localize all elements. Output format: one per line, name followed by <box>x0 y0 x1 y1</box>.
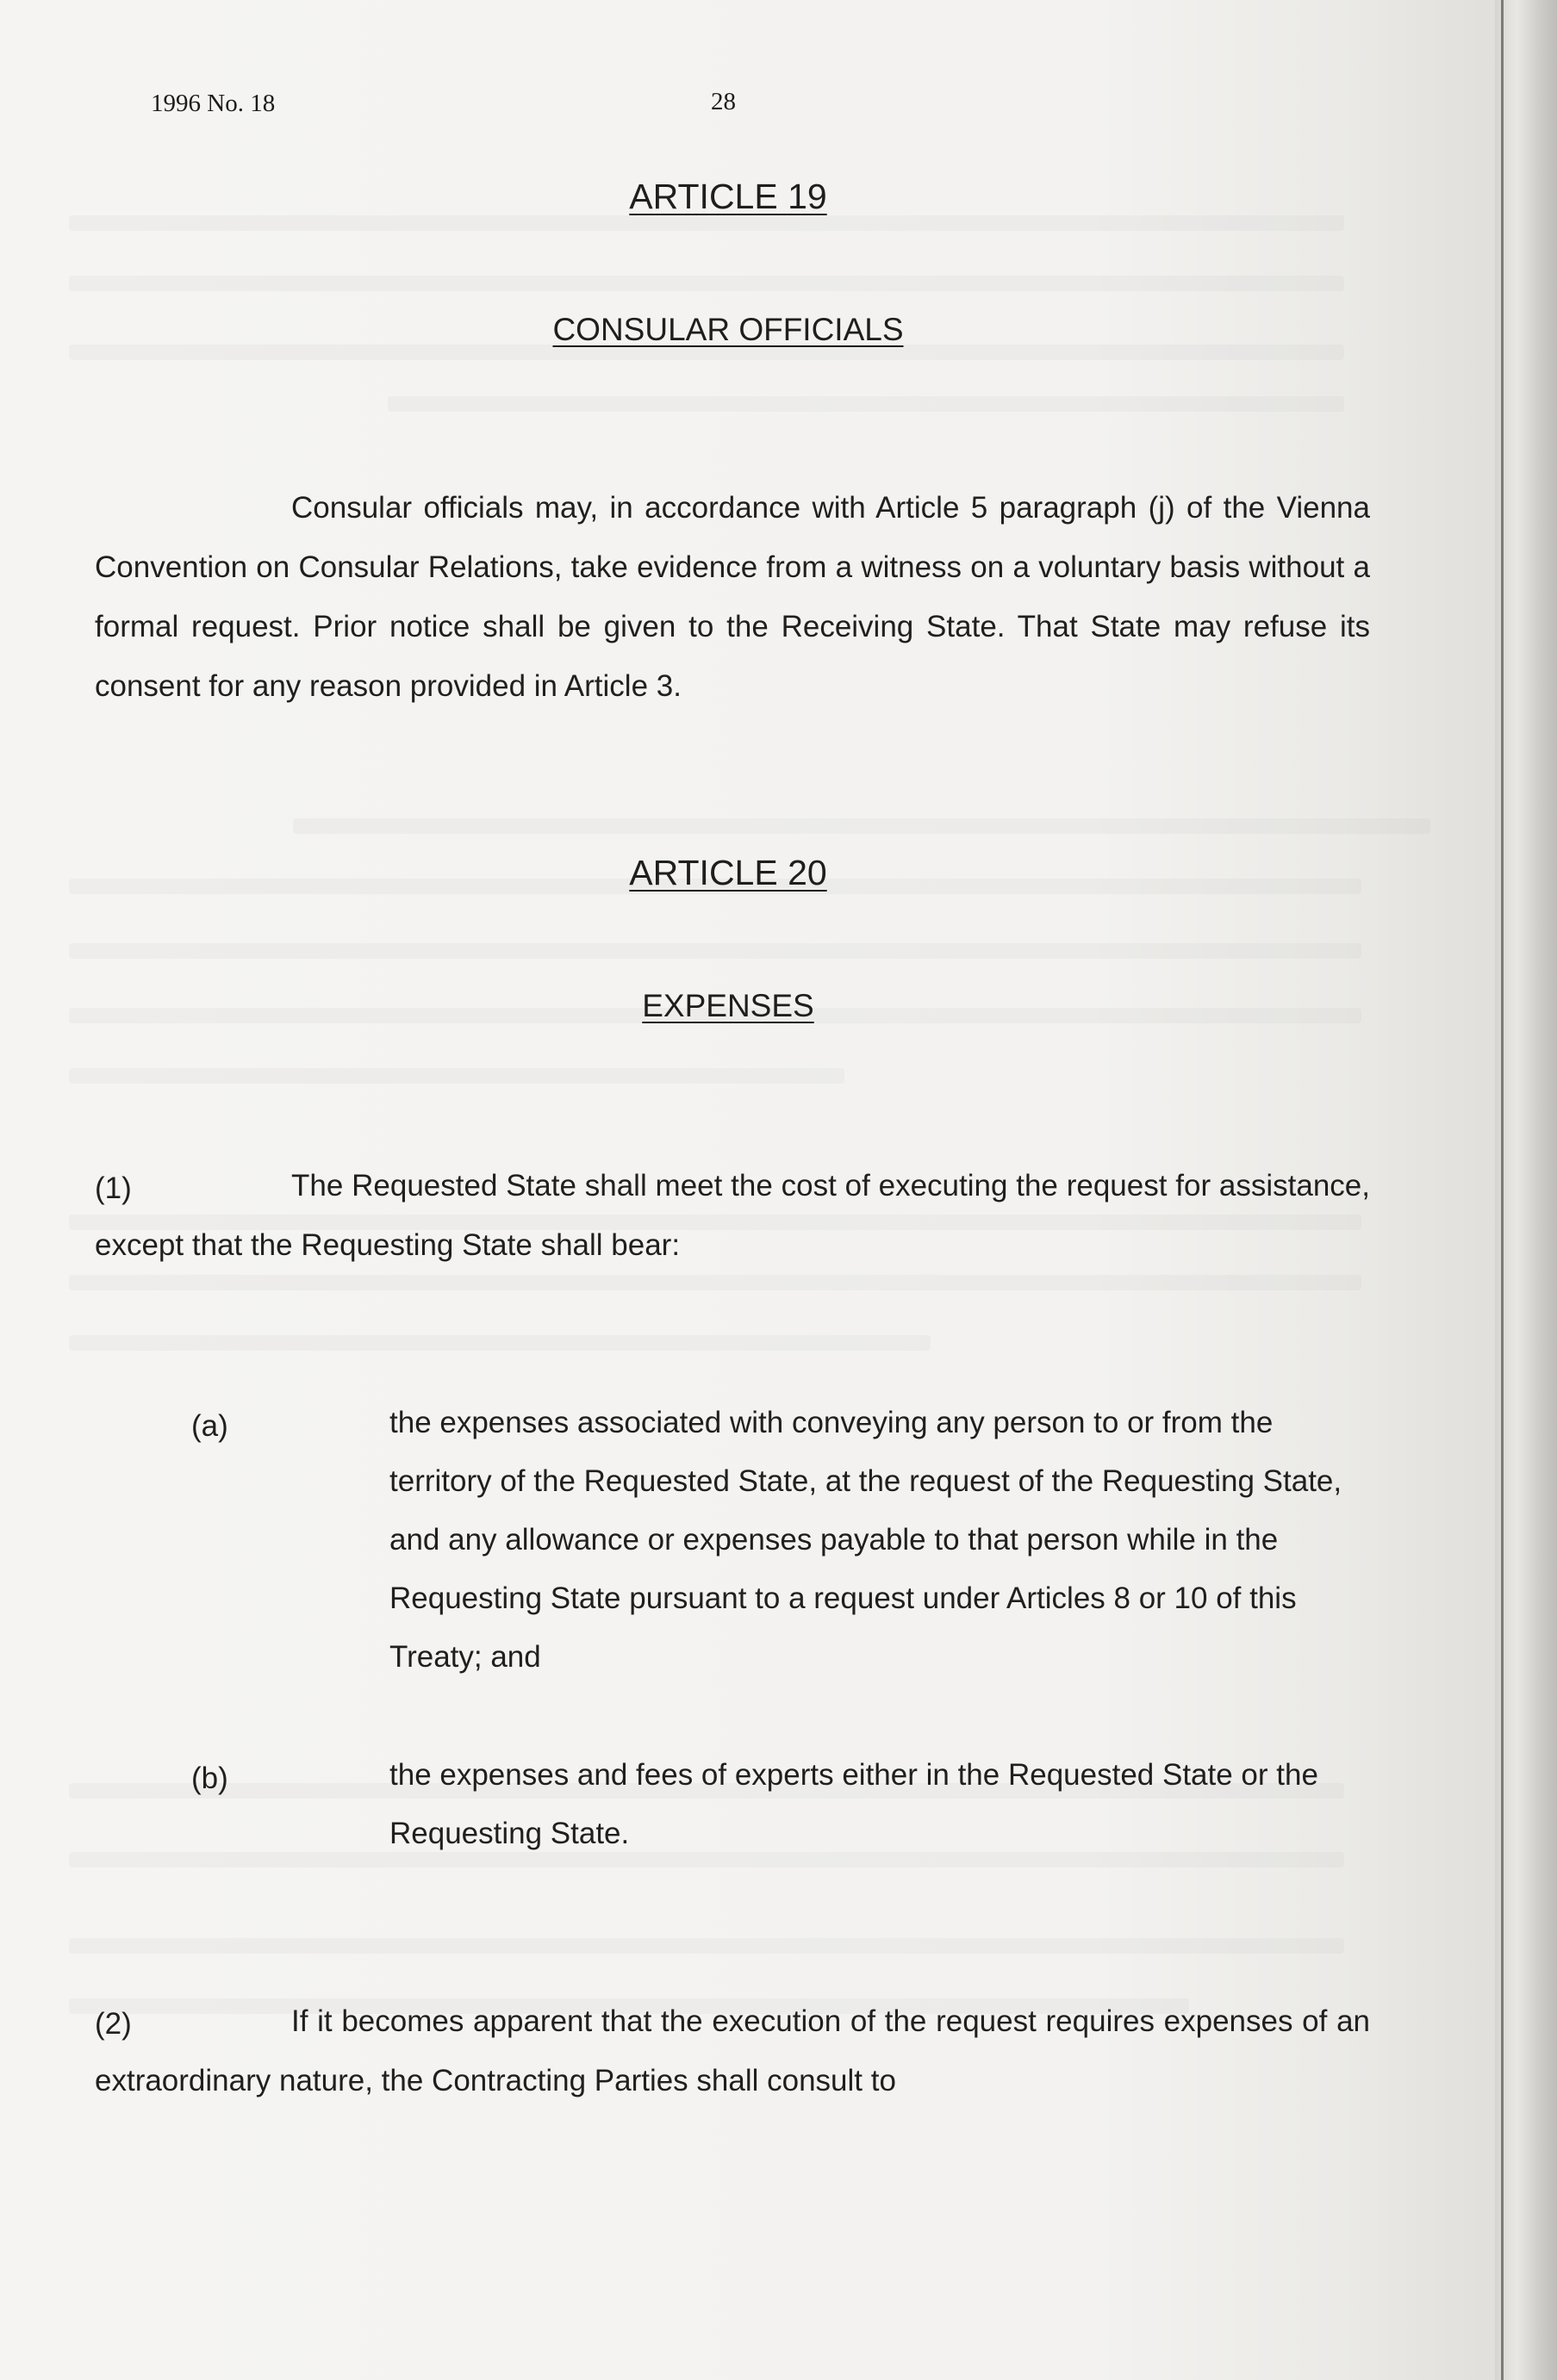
item-b-text: the expenses and fees of experts either in the Requested State or the Requesting State. <box>389 1758 1318 1850</box>
article-19-title: ARTICLE 19 <box>629 177 827 216</box>
paragraph-2-number: (2) <box>95 2007 132 2041</box>
item-a-label: (a) <box>191 1409 228 1443</box>
article-20-subtitle: EXPENSES <box>642 988 814 1023</box>
paragraph-1-number: (1) <box>95 1171 132 1205</box>
article-20-title: ARTICLE 20 <box>629 853 827 892</box>
item-b-label: (b) <box>191 1762 228 1795</box>
article-19-subtitle: CONSULAR OFFICIALS <box>552 312 904 347</box>
paragraph-1-text: The Requested State shall meet the cost of executing the request for assistance, except that the Requesting State shall bear: <box>95 1169 1370 1262</box>
item-a-text: the expenses associated with conveying any person to or from the territory of the Requested State, at the request of the Requesting State, and any allowance or expenses payable to that person while in the Requesting State pursuant to a request under Articles 8 or 10 of this Treaty; and <box>389 1406 1342 1674</box>
binding-edge <box>1495 0 1557 2380</box>
article-19-body: Consular officials may, in accordance with Article 5 paragraph (j) of the Vienna Convention on Consular Relations, take evidence from a witness on a voluntary basis without a formal request. Prior notice shall be given to the Receiving State. That State may refuse its consent for any reason provided in Article 3. <box>95 491 1370 703</box>
page-number: 28 <box>711 88 736 115</box>
paragraph-2-text: If it becomes apparent that the execution of the request requires expenses of an extraordinary nature, the Contracting Parties shall consult to <box>95 2004 1370 2097</box>
binding-line <box>1501 0 1504 2380</box>
header-year-number: 1996 No. 18 <box>151 90 276 117</box>
